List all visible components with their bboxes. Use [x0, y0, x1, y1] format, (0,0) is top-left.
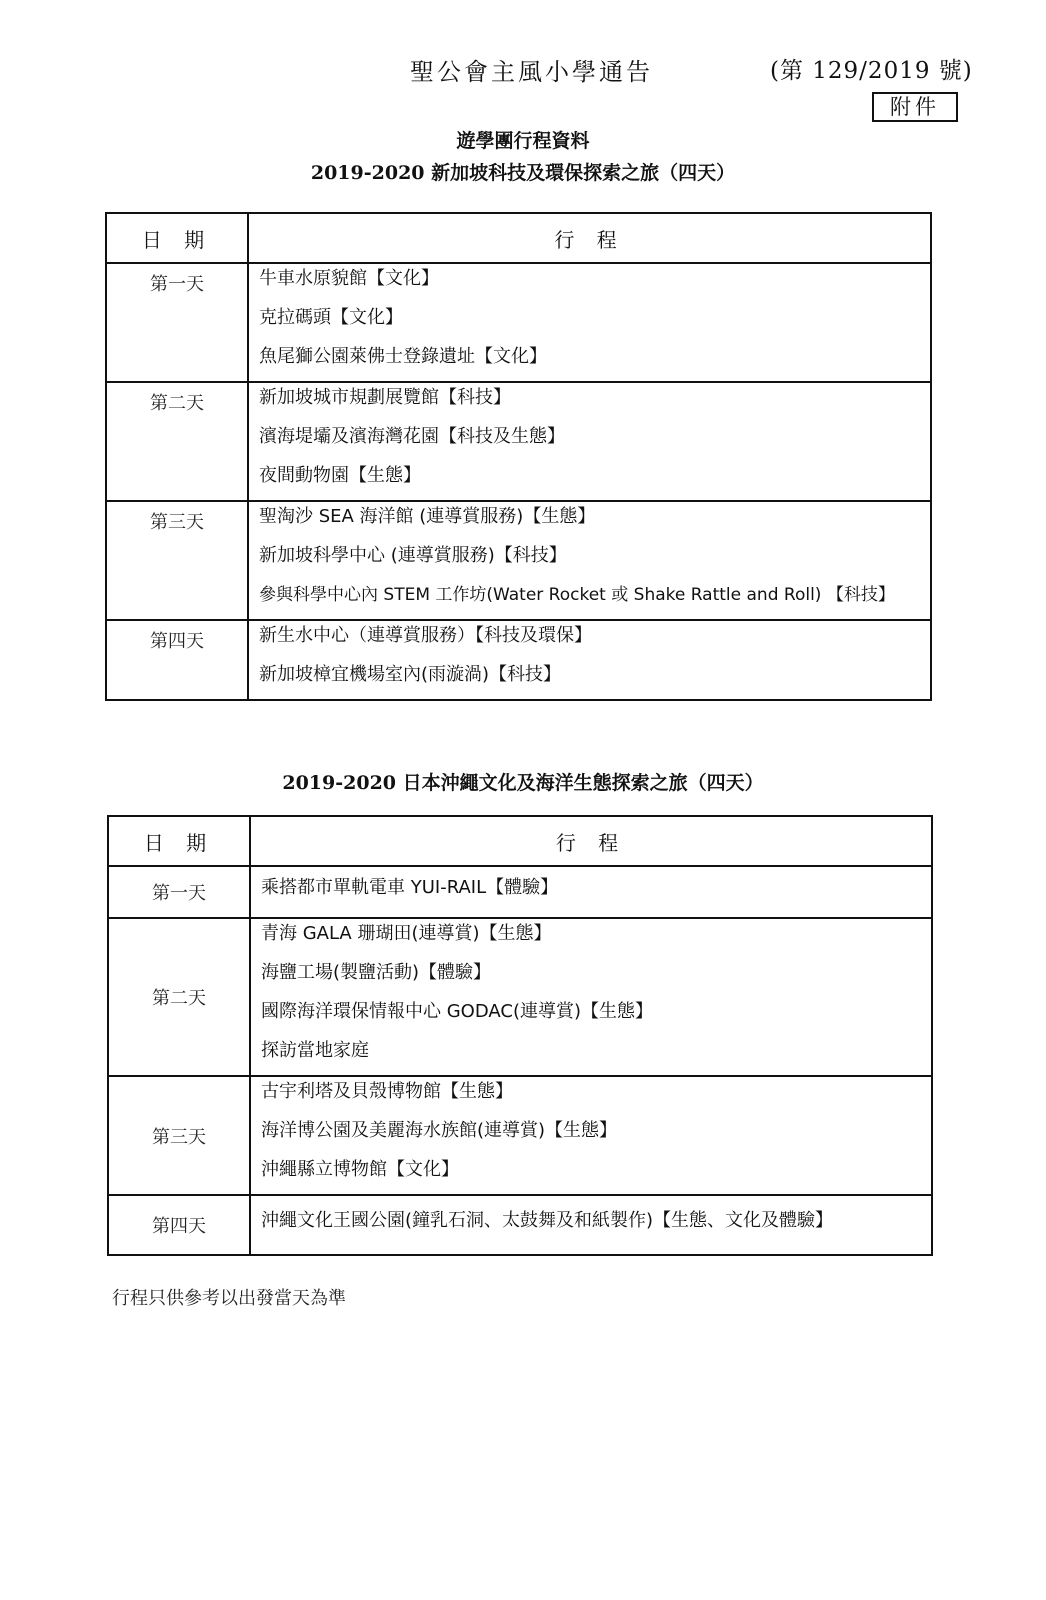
singapore-itinerary-table: [105, 212, 932, 701]
notice-title: 聖公會主風小學通告: [410, 58, 653, 86]
table-header-row: [108, 816, 932, 866]
activity-item: 新生水中心（連導賞服務）【科技及環保】: [259, 625, 592, 646]
activity-item: 參與科學中心內 STEM 工作坊(Water Rocket 或 Shake Rattle and Roll) 【科技】: [259, 585, 895, 605]
activity-list: [248, 501, 931, 620]
activity-item: 濱海堤壩及濱海灣花園【科技及生態】: [259, 426, 565, 447]
activity-item: 沖繩文化王國公園(鐘乳石洞、太鼓舞及和紙製作)【生態、文化及體驗】: [261, 1209, 834, 1231]
section1-heading: 遊學團行程資料: [456, 130, 590, 152]
okinawa-itinerary-table: [107, 815, 933, 1256]
activity-item: 聖淘沙 SEA 海洋館 (連導賞服務)【生態】: [259, 506, 596, 527]
activity-item: 新加坡樟宜機場室內(雨漩渦)【科技】: [259, 664, 562, 685]
column-header-itinerary: 行 程: [250, 816, 932, 866]
table-row: [106, 620, 931, 700]
table-row: [106, 263, 931, 382]
section1-subheading: 2019-2020 新加坡科技及環保探索之旅（四天）: [310, 162, 736, 184]
footnote: 行程只供參考以出發當天為準: [112, 1288, 346, 1309]
table-row: [106, 501, 931, 620]
activity-item: 青海 GALA 珊瑚田(連導賞)【生態】: [261, 923, 552, 944]
table-row: [108, 918, 932, 1076]
day-label: 第四天: [106, 620, 248, 700]
day-label: 第三天: [108, 1076, 250, 1195]
day-label: 第二天: [106, 382, 248, 501]
table-row: [108, 866, 932, 918]
column-header-date: 日 期: [108, 816, 250, 866]
activity-list: [250, 918, 932, 1076]
day-label: 第一天: [106, 263, 248, 382]
table-row: [106, 382, 931, 501]
activity-item: 克拉碼頭【文化】: [259, 307, 403, 328]
activity-item: 古宇利塔及貝殼博物館【生態】: [261, 1081, 513, 1102]
table-row: [108, 1076, 932, 1195]
activity-item: 牛車水原貌館【文化】: [259, 268, 439, 289]
activity-item: 新加坡科學中心 (連導賞服務)【科技】: [259, 545, 567, 566]
activity-list: [250, 866, 932, 918]
day-label: 第二天: [108, 918, 250, 1076]
activity-item: 新加坡城市規劃展覽館【科技】: [259, 387, 511, 408]
activity-list: [248, 382, 931, 501]
activity-list: [250, 1195, 932, 1255]
table-row: [108, 1195, 932, 1255]
activity-item: 探訪當地家庭: [261, 1040, 369, 1061]
activity-item: 海鹽工場(製鹽活動)【體驗】: [261, 962, 492, 983]
activity-item: 夜間動物園【生態】: [259, 465, 421, 486]
activity-item: 海洋博公園及美麗海水族館(連導賞)【生態】: [261, 1120, 618, 1141]
section2-heading: 2019-2020 日本沖繩文化及海洋生態探索之旅（四天）: [282, 772, 764, 794]
day-label: 第一天: [108, 866, 250, 918]
activity-list: [248, 263, 931, 382]
activity-item: 國際海洋環保情報中心 GODAC(連導賞)【生態】: [261, 1001, 653, 1022]
activity-list: [250, 1076, 932, 1195]
activity-item: 沖繩縣立博物館【文化】: [261, 1159, 459, 1180]
table-header-row: [106, 213, 931, 263]
day-label: 第三天: [106, 501, 248, 620]
day-label: 第四天: [108, 1195, 250, 1255]
activity-list: [248, 620, 931, 700]
activity-item: 魚尾獅公園萊佛士登錄遺址【文化】: [259, 346, 547, 367]
column-header-itinerary: 行 程: [248, 213, 931, 263]
column-header-date: 日 期: [106, 213, 248, 263]
activity-item: 乘搭都市單軌電車 YUI-RAIL【體驗】: [261, 876, 559, 898]
notice-number: (第 129/2019 號): [770, 58, 973, 84]
annex-label: 附件: [872, 92, 958, 122]
